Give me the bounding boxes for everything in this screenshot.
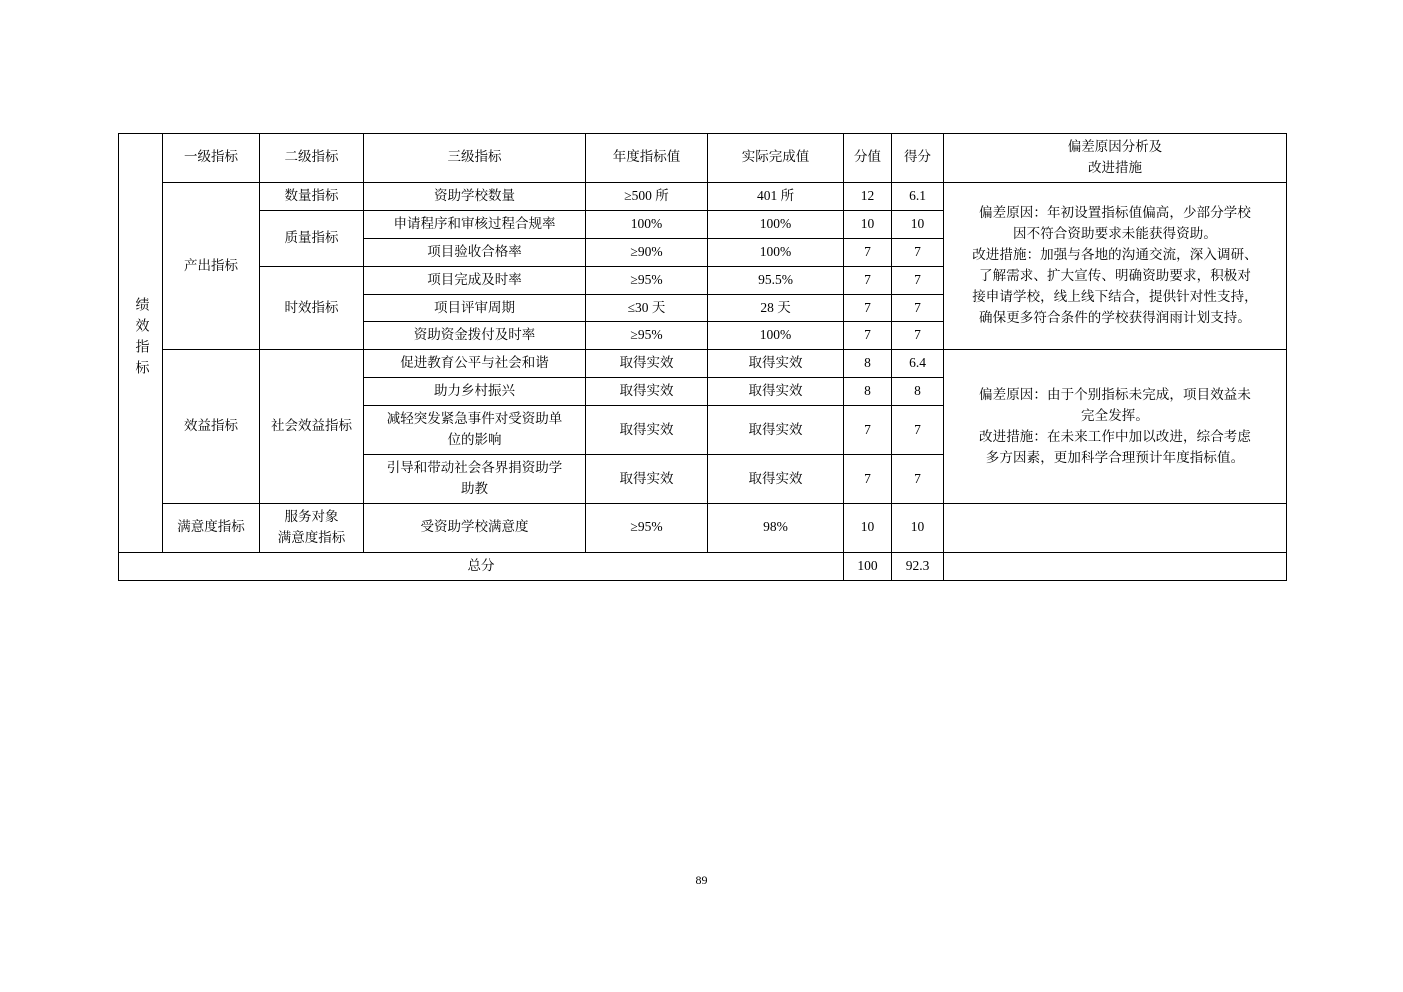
cell-weight: 8 [844,350,892,378]
cell-weight: 10 [844,503,892,552]
cell-level3: 促进教育公平与社会和谐 [364,350,586,378]
cell-actual-value: 28 天 [708,294,844,322]
cell-annual-target: ≥500 所 [586,182,708,210]
cell-weight: 7 [844,322,892,350]
cell-annual-target: 取得实效 [586,406,708,455]
cell-annual-target: ≥95% [586,503,708,552]
cell-total-note [944,552,1287,580]
cell-score: 6.1 [892,182,944,210]
row-group-label-text: 绩效指标 [133,297,149,382]
cell-level3: 资助学校数量 [364,182,586,210]
note-line: 多方因素，更加科学合理预计年度指标值。 [985,449,1245,465]
cell-annual-target: ≥95% [586,266,708,294]
header-deviation-line2: 改进措施 [1088,159,1142,175]
cell-score: 8 [892,378,944,406]
header-actual-value: 实际完成值 [708,134,844,183]
cell-total-weight: 100 [844,552,892,580]
cell-level2-timeliness: 时效指标 [260,266,364,350]
cell-total-score: 92.3 [892,552,944,580]
note-line: 偏差原因：年初设置指标值偏高，少部分学校 [979,205,1251,221]
cell-weight: 7 [844,266,892,294]
cell-level3: 项目验收合格率 [364,238,586,266]
cell-score: 10 [892,503,944,552]
cell-score: 7 [892,455,944,504]
cell-level2-service-satisfaction [260,503,364,552]
cell-annual-target: 100% [586,210,708,238]
note-line: 确保更多符合条件的学校获得润雨计划支持。 [979,309,1251,325]
cell-score: 10 [892,210,944,238]
note-line: 完全发挥。 [1081,407,1149,423]
cell-actual-value: 401 所 [708,182,844,210]
cell-level1-satisfaction: 满意度指标 [163,503,260,552]
header-score: 得分 [892,134,944,183]
cell-level3 [364,406,586,455]
cell-annual-target: 取得实效 [586,455,708,504]
note-line: 因不符合资助要求未能获得资助。 [1013,226,1217,242]
cell-level3-line1: 引导和带动社会各界捐资助学 [386,460,563,476]
cell-weight: 8 [844,378,892,406]
cell-level3: 项目评审周期 [364,294,586,322]
note-line: 接申请学校，线上线下结合，提供针对性支持， [972,289,1258,305]
cell-annual-target: ≥95% [586,322,708,350]
cell-level3 [364,455,586,504]
header-deviation [944,134,1287,183]
cell-level2-quality: 质量指标 [260,210,364,266]
cell-deviation-note-empty [944,503,1287,552]
cell-level3: 受资助学校满意度 [364,503,586,552]
note-line: 了解需求、扩大宣传、明确资助要求，积极对 [979,268,1251,284]
cell-actual-value: 取得实效 [708,350,844,378]
header-deviation-line1: 偏差原因分析及 [1067,139,1163,154]
header-level3: 三级指标 [364,134,586,183]
table-row [119,182,1287,210]
cell-actual-value: 95.5% [708,266,844,294]
note-line: 偏差原因：由于个别指标未完成，项目效益未 [979,386,1251,402]
performance-indicator-table [118,133,1287,581]
cell-level3: 项目完成及时率 [364,266,586,294]
cell-weight: 7 [844,294,892,322]
cell-level3: 资助资金拨付及时率 [364,322,586,350]
cell-actual-value: 98% [708,503,844,552]
cell-score: 7 [892,266,944,294]
cell-actual-value: 取得实效 [708,455,844,504]
cell-weight: 7 [844,238,892,266]
header-weight: 分值 [844,134,892,183]
cell-deviation-note-benefit [944,350,1287,504]
cell-actual-value: 取得实效 [708,378,844,406]
page-number: 89 [695,873,708,887]
header-annual-target: 年度指标值 [586,134,708,183]
cell-level2-quantity: 数量指标 [260,182,364,210]
cell-actual-value: 100% [708,210,844,238]
cell-score: 6.4 [892,350,944,378]
cell-level1-benefit: 效益指标 [163,350,260,504]
cell-score: 7 [892,238,944,266]
table-header-row [119,134,1287,183]
cell-level3-line1: 减轻突发紧急事件对受资助单 [386,411,563,427]
cell-level2-line1: 服务对象 [284,508,339,524]
cell-level3-line2: 位的影响 [447,432,502,448]
row-group-label-performance [119,134,163,553]
cell-level3-line2: 助教 [461,480,488,496]
cell-level2-line2: 满意度指标 [277,529,346,545]
cell-actual-value: 100% [708,322,844,350]
header-level1: 一级指标 [163,134,260,183]
cell-score: 7 [892,322,944,350]
cell-annual-target: 取得实效 [586,350,708,378]
cell-deviation-note-output [944,182,1287,350]
cell-actual-value: 100% [708,238,844,266]
cell-level2-social-benefit: 社会效益指标 [260,350,364,504]
cell-level3: 助力乡村振兴 [364,378,586,406]
cell-weight: 12 [844,182,892,210]
cell-level3: 申请程序和审核过程合规率 [364,210,586,238]
cell-weight: 7 [844,406,892,455]
cell-annual-target: ≥90% [586,238,708,266]
cell-weight: 7 [844,455,892,504]
cell-annual-target: 取得实效 [586,378,708,406]
table-row [119,503,1287,552]
cell-total-label: 总分 [119,552,844,580]
cell-score: 7 [892,406,944,455]
cell-weight: 10 [844,210,892,238]
table-row [119,350,1287,378]
note-line: 改进措施：加强与各地的沟通交流，深入调研、 [972,247,1258,263]
cell-level1-output: 产出指标 [163,182,260,350]
table-total-row [119,552,1287,580]
cell-actual-value: 取得实效 [708,406,844,455]
cell-annual-target: ≤30 天 [586,294,708,322]
note-line: 改进措施：在未来工作中加以改进，综合考虑 [979,428,1251,444]
header-level2: 二级指标 [260,134,364,183]
cell-score: 7 [892,294,944,322]
